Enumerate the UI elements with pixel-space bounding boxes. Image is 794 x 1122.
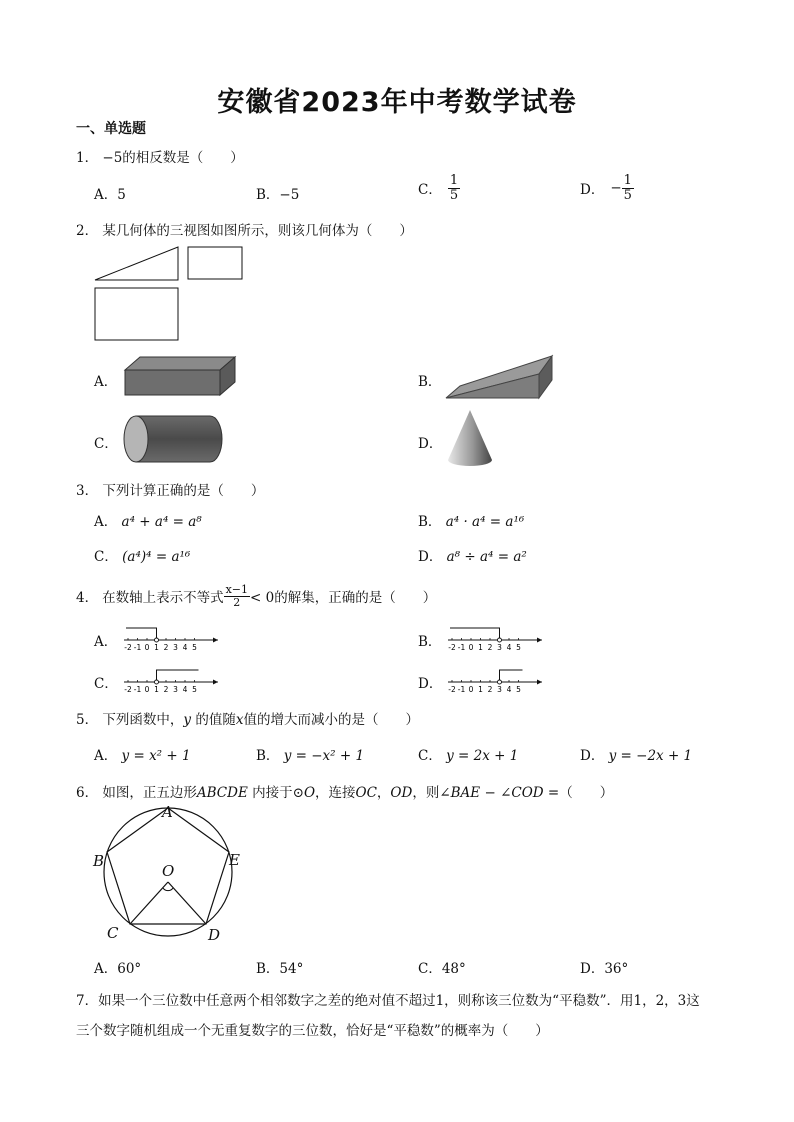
tick-label: -2 [124, 685, 132, 694]
segment-oc-line [130, 882, 168, 924]
polygon-name: ABCDE [196, 785, 248, 801]
question-7-stem [76, 989, 766, 1009]
tick-label: 5 [192, 685, 197, 694]
tick-label: 3 [497, 685, 502, 694]
angle-arc [163, 888, 173, 891]
var-y: y [183, 712, 192, 728]
segment-od: OD [390, 785, 413, 801]
tick-label: 3 [173, 685, 178, 694]
tick-label: 2 [487, 643, 493, 652]
tick-label: 0 [468, 643, 474, 652]
tick-label: 5 [516, 643, 521, 652]
tick-label: -1 [133, 643, 142, 652]
q6-option-b: B．54° [256, 961, 304, 977]
tick-label: 0 [468, 685, 474, 694]
tick-label: 3 [497, 643, 502, 652]
tick-label: 1 [154, 685, 159, 694]
vertex-label-d: D [208, 926, 221, 944]
minus-sign: − [610, 180, 622, 197]
tick-label: -1 [457, 685, 466, 694]
stem-text-2: 的值随 [195, 712, 236, 728]
stem-text-3: ，连接 [315, 785, 356, 801]
question-number: 1． [76, 150, 99, 166]
tick-label: 1 [478, 643, 483, 652]
tick-label: 5 [516, 685, 521, 694]
tick-label: -2 [448, 643, 456, 652]
q1-option-a: A．5 [94, 187, 126, 203]
tick-label: 1 [478, 685, 483, 694]
q2-option-b: B． [418, 374, 442, 390]
q6-option-c: C．48° [418, 961, 466, 977]
stem-text-2: < 0的解集，正确的是（ ） [250, 590, 437, 607]
angle-cod: COD [511, 785, 544, 801]
stem-text: 如图，正五边形 [102, 785, 197, 801]
option-label: B． [256, 748, 280, 764]
stem-value: −5 [102, 150, 123, 166]
option-label: A． [94, 748, 118, 764]
tick-label: -1 [133, 685, 142, 694]
question-number: 6． [76, 785, 99, 801]
option-label: A． [94, 514, 118, 530]
tick-label: 3 [173, 643, 178, 652]
numerator: 1 [623, 173, 632, 188]
denominator: 5 [449, 187, 459, 203]
tick-label: 0 [144, 685, 150, 694]
numerator: x−1 [225, 583, 249, 596]
stem-line-1: 如果一个三位数中任意两个相邻数字之差的绝对值不超过1，则称该三位数为“平稳数”．用1，2，3这 [98, 993, 700, 1009]
tick-label: 4 [182, 685, 188, 694]
tick-label: 0 [144, 643, 150, 652]
center-label-o: O [162, 862, 175, 880]
tick-label: 2 [163, 685, 169, 694]
circle-name: O [303, 785, 316, 801]
question-7-stem-line-2: 三个数字随机组成一个无重复数字的三位数，恰好是“平稳数”的概率为（ ） [76, 1023, 549, 1039]
option-label: C． [94, 549, 118, 565]
vertex-label-c: C [107, 924, 119, 942]
tick-label: 2 [163, 643, 169, 652]
tick-label: 1 [154, 643, 159, 652]
question-number: 2． [76, 223, 99, 239]
stem-text-5: =（ ） [543, 785, 614, 801]
option-expression: a⁴ · a⁴ = a¹⁶ [445, 514, 525, 530]
option-expression: y = x² + 1 [121, 748, 191, 764]
q4-option-b-label: B． [418, 634, 442, 650]
question-number: 7． [76, 993, 99, 1009]
denominator: 2 [233, 595, 241, 609]
stem-text: 的相反数是（ ） [122, 150, 244, 166]
option-expression: y = −2x + 1 [608, 748, 693, 764]
option-label: D． [418, 549, 443, 565]
numerator: 1 [449, 173, 459, 188]
var-x: x [235, 712, 244, 728]
option-label: D． [580, 748, 605, 764]
option-expression: y = 2x + 1 [446, 748, 519, 764]
q4-option-c-label: C． [94, 676, 118, 692]
option-label: C． [418, 182, 442, 199]
q1-option-b: B．−5 [256, 187, 300, 203]
angle-bae: BAE [450, 785, 481, 801]
option-expression: y = −x² + 1 [283, 748, 365, 764]
vertex-label-a: A [162, 803, 173, 821]
option-expression: (a⁴)⁴ = a¹⁶ [122, 549, 191, 565]
option-expression: a⁴ + a⁴ = a⁸ [121, 514, 202, 530]
stem-text: 某几何体的三视图如图所示，则该几何体为（ ） [102, 223, 413, 239]
option-label: D． [580, 182, 605, 199]
stem-text: 下列计算正确的是（ ） [102, 483, 265, 499]
option-expression: a⁸ ÷ a⁴ = a² [446, 549, 527, 565]
tick-label: -2 [448, 685, 456, 694]
tick-label: 2 [487, 685, 493, 694]
tick-label: 4 [506, 643, 512, 652]
question-number: 4． [76, 590, 99, 607]
tick-label: 4 [182, 643, 188, 652]
vertex-label-b: B [93, 852, 105, 870]
section-heading: 一、单选题 [76, 121, 146, 137]
vertex-label-e: E [229, 851, 240, 869]
minus-angle: − ∠ [480, 785, 512, 801]
tick-label: 4 [506, 685, 512, 694]
question-number: 5． [76, 712, 99, 728]
q4-option-d-label: D． [418, 676, 443, 692]
page-title: 安徽省2023年中考数学试卷 [217, 87, 577, 118]
segment-od-line [168, 882, 206, 924]
stem-text-2: 内接于⊙ [252, 785, 304, 801]
q2-option-d: D． [418, 436, 443, 452]
q6-option-a: A．60° [94, 961, 142, 977]
q6-option-d: D．36° [580, 961, 629, 977]
option-label: B． [418, 514, 442, 530]
stem-text: 下列函数中， [102, 712, 184, 728]
tick-label: -1 [457, 643, 466, 652]
segment-oc: OC [355, 785, 377, 801]
denominator: 5 [623, 187, 632, 203]
stem-text: 在数轴上表示不等式 [102, 590, 224, 607]
q4-option-a-label: A． [94, 634, 118, 650]
tick-label: 5 [192, 643, 197, 652]
comma: ， [376, 785, 391, 801]
q2-option-c: C． [94, 436, 118, 452]
stem-text-3: 值的增大而减小的是（ ） [243, 712, 419, 728]
q2-option-a: A． [94, 374, 118, 390]
stem-text-4: ，则∠ [412, 785, 451, 801]
option-label: C． [418, 748, 442, 764]
question-number: 3． [76, 483, 99, 499]
tick-label: -2 [124, 643, 132, 652]
